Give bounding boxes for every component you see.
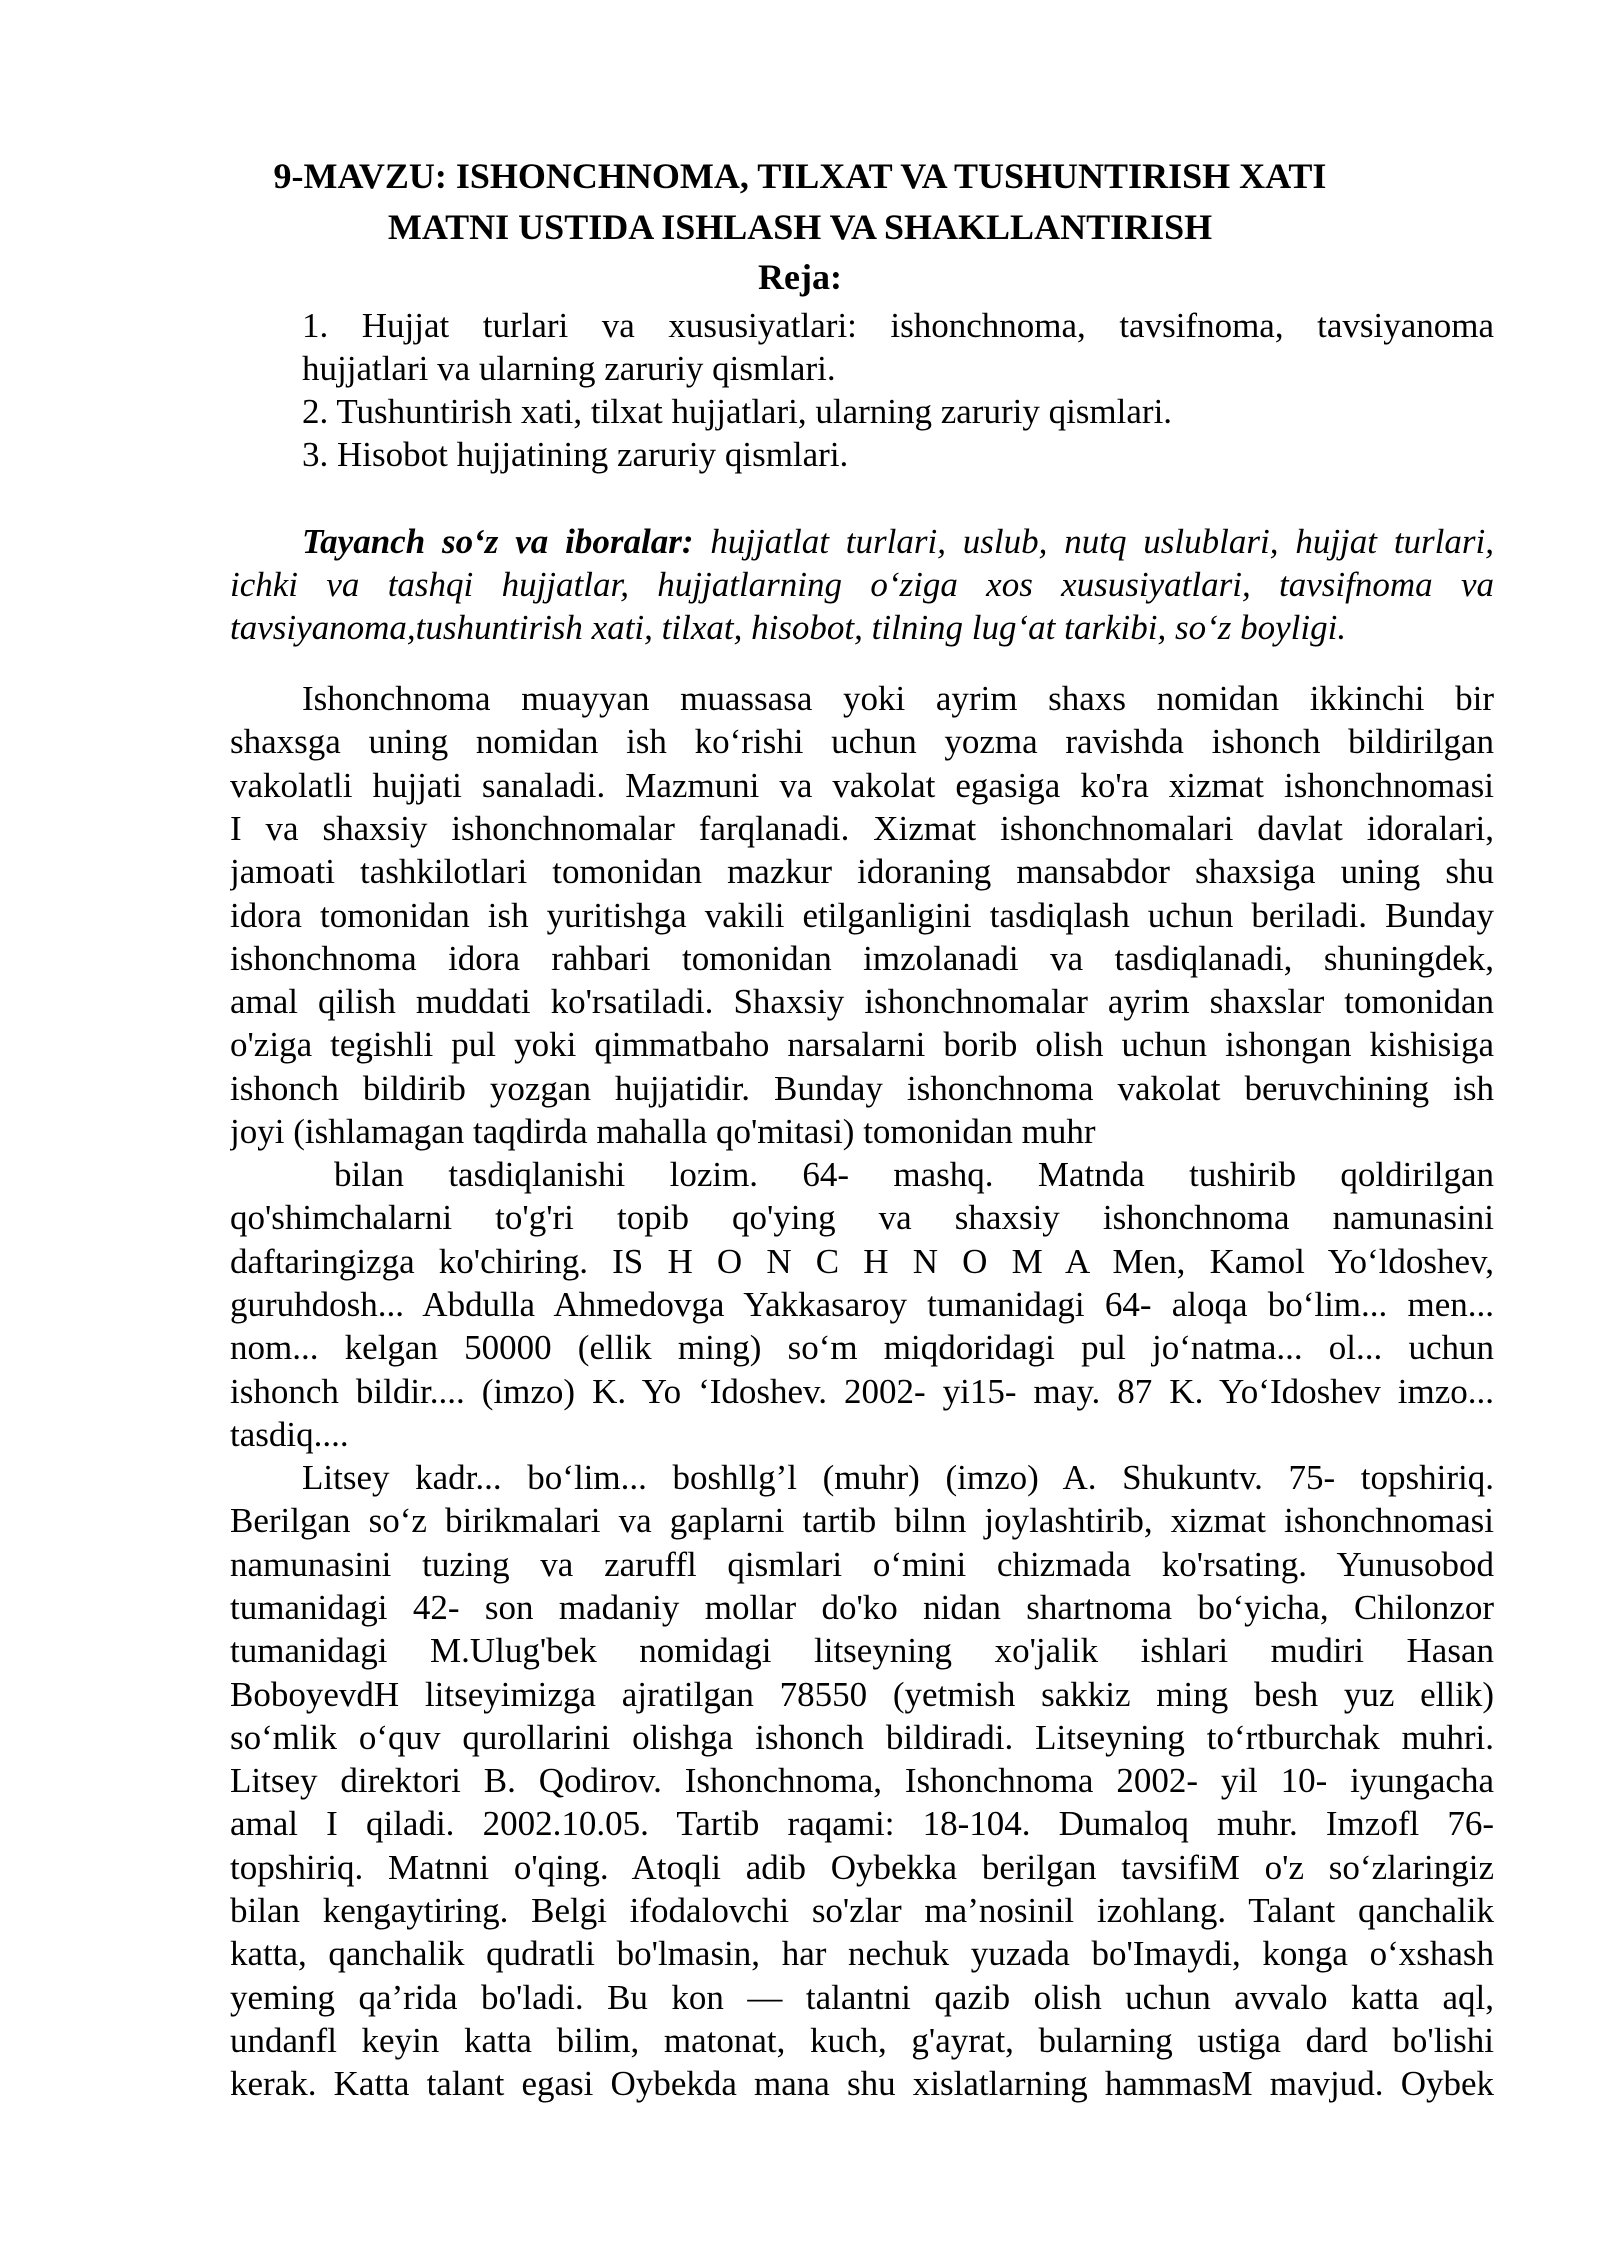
p3-line: undanfl keyin katta bilim, matonat, kuch, g'ayrat, bularning ustiga dard bo'lishi	[230, 2021, 1494, 2060]
p1-line: amal qilish muddati ko'rsatiladi. Shaxsiy ishonchnomalar ayrim shaxslar tomonidan	[230, 982, 1494, 1021]
p1-line: jamoati tashkilotlari tomonidan mazkur idoraning mansabdor shaxsiga uning shu	[230, 852, 1494, 891]
p3-line: Litsey kadr... bo‘lim... boshllg’l (muhr) (imzo) A. Shukuntv. 75- topshiriq.	[302, 1458, 1494, 1497]
keywords-line-2: ichki va tashqi hujjatlar, hujjatlarning o‘ziga xos xususiyatlari, tavsifnoma va	[230, 565, 1494, 604]
plan-item-1: 1. Hujjat turlari va xususiyatlari: ishonchnoma, tavsifnoma, tavsiyanoma	[302, 306, 1494, 345]
p2-line: qo'shimchalarni to'g'ri topib qo'ying va shaxsiy ishonchnoma namunasini	[230, 1198, 1494, 1237]
p1-line: idora tomonidan ish yuritishga vakili etilganligini tasdiqlash uchun beriladi. Bunday	[230, 896, 1494, 935]
p2-line: bilan tasdiqlanishi lozim. 64- mashq. Matnda tushirib qoldirilgan	[334, 1155, 1494, 1194]
p3-line: katta, qanchalik qudratli bo'lmasin, har nechuk yuzada bo'Imaydi, konga o‘xshash	[230, 1934, 1494, 1973]
keywords-text: hujjatlat turlari, uslub, nutq uslublari, hujjat turlari,	[693, 522, 1494, 561]
p3-line: Berilgan so‘z birikmalari va gaplarni tartib bilnn joylashtirib, xizmat ishonchnomasi	[230, 1501, 1494, 1540]
p1-line: ishonchnoma idora rahbari tomonidan imzolanadi va tasdiqlanadi, shuningdek,	[230, 939, 1494, 978]
title-line-1: 9-MAVZU: ISHONCHNOMA, TILXAT VA TUSHUNTIRISH XATI	[273, 156, 1327, 196]
p3-line: tumanidagi M.Ulug'bek nomidagi litseyning xo'jalik ishlari mudiri Hasan	[230, 1631, 1494, 1670]
p3-line: kerak. Katta talant egasi Oybekda mana shu xislatlarning hammasM mavjud. Oybek	[230, 2064, 1494, 2103]
plan-item-2: 2. Tushuntirish xati, tilxat hujjatlari, ularning zaruriy qismlari.	[302, 392, 1173, 431]
p1-line: I va shaxsiy ishonchnomalar farqlanadi. Xizmat ishonchnomalari davlat idoralari,	[230, 809, 1494, 848]
p1-line: o'ziga tegishli pul yoki qimmatbaho narsalarni borib olish uchun ishongan kishisiga	[230, 1025, 1494, 1064]
p3-line: so‘mlik o‘quv qurollarini olishga ishonch bildiradi. Litseyning to‘rtburchak muhri.	[230, 1718, 1494, 1757]
p3-line: topshiriq. Matnni o'qing. Atoqli adib Oybekka berilgan tavsifiM o'z so‘zlaringiz	[230, 1848, 1494, 1887]
keywords-line-3: tavsiyanoma,tushuntirish xati, tilxat, hisobot, tilning lug‘at tarkibi, so‘z boyligi.	[230, 608, 1347, 647]
p3-line: namunasini tuzing va zaruffl qismlari o‘mini chizmada ko'rsating. Yunusobod	[230, 1545, 1494, 1584]
p3-line: yeming qa’rida bo'ladi. Bu kon — talantni qazib olish uchun avvalo katta aql,	[230, 1978, 1494, 2017]
plan-item-1-cont: hujjatlari va ularning zaruriy qismlari.	[302, 349, 836, 388]
p2-line: daftaringizga ko'chiring. IS H O N C H N O M A Men, Kamol Yo‘ldoshev,	[230, 1242, 1494, 1281]
p1-line: ishonch bildirib yozgan hujjatidir. Bunday ishonchnoma vakolat beruvchining ish	[230, 1069, 1494, 1108]
p3-line: BoboyevdH litseyimizga ajratilgan 78550 (yetmish sakkiz ming besh yuz ellik)	[230, 1675, 1494, 1714]
p2-line: nom... kelgan 50000 (ellik ming) so‘m miqdoridagi pul jo‘natma... ol... uchun	[230, 1328, 1494, 1367]
plan-heading: Reja:	[758, 257, 842, 297]
p1-line: vakolatli hujjati sanaladi. Mazmuni va vakolat egasiga ko'ra xizmat ishonchnomasi	[230, 766, 1494, 805]
title-line-2: MATNI USTIDA ISHLASH VA SHAKLLANTIRISH	[387, 207, 1213, 247]
keywords-label: Tayanch so‘z va iboralar:	[302, 522, 694, 561]
p2-line: tasdiq....	[230, 1415, 349, 1454]
p3-line: amal I qiladi. 2002.10.05. Tartib raqami: 18-104. Dumaloq muhr. Imzofl 76-	[230, 1804, 1494, 1843]
p1-line: joyi (ishlamagan taqdirda mahalla qo'mitasi) tomonidan muhr	[230, 1112, 1096, 1151]
p1-line: shaxsga uning nomidan ish ko‘rishi uchun yozma ravishda ishonch bildirilgan	[230, 722, 1494, 761]
p2-line: guruhdosh... Abdulla Ahmedovga Yakkasaroy tumanidagi 64- aloqa bo‘lim... men...	[230, 1285, 1494, 1324]
plan-item-3: 3. Hisobot hujjatining zaruriy qismlari.	[302, 435, 849, 474]
p3-line: Litsey direktori B. Qodirov. Ishonchnoma, Ishonchnoma 2002- yil 10- iyungacha	[230, 1761, 1494, 1800]
p3-line: tumanidagi 42- son madaniy mollar do'ko nidan shartnoma bo‘yicha, Chilonzor	[230, 1588, 1494, 1627]
keywords-line-1	[302, 520, 1494, 564]
p3-line: bilan kengaytiring. Belgi ifodalovchi so'zlar ma’nosinil izohlang. Talant qanchalik	[230, 1891, 1494, 1930]
p1-line: Ishonchnoma muayyan muassasa yoki ayrim shaxs nomidan ikkinchi bir	[302, 679, 1494, 718]
p2-line: ishonch bildir.... (imzo) K. Yo ‘Idoshev. 2002- yi15- may. 87 K. Yo‘Idoshev imzo...	[230, 1372, 1494, 1411]
